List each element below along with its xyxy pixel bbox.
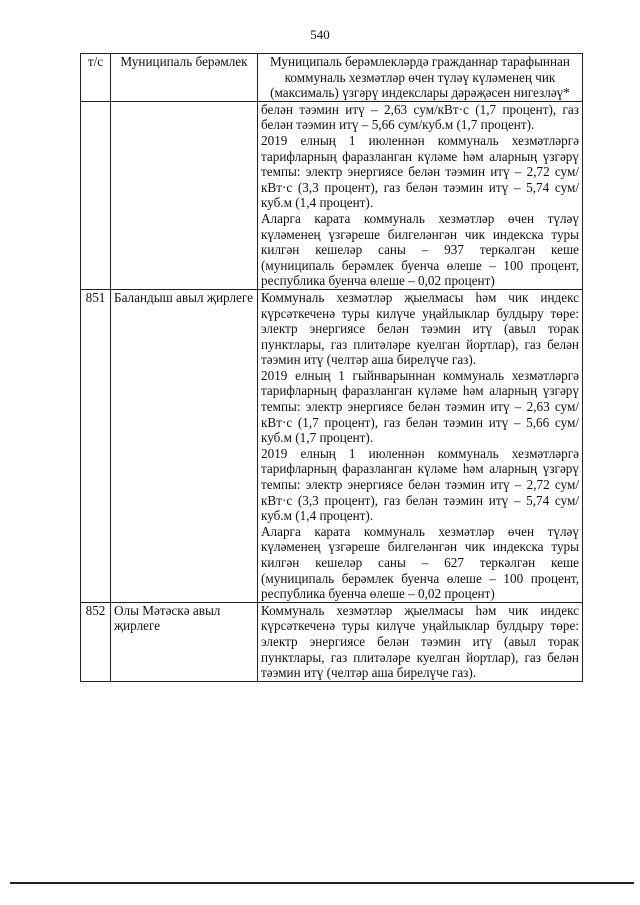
municipality-name: Олы Мәтәскә авыл җирлеге xyxy=(111,602,258,681)
basis-paragraph: 2019 елның 1 гыйнварыннан коммуналь хезмәтләргә тарифларның фаразланган күләме һәм аларның үзгәрү темпы: электр энергиясе белән тәэмин итү – 2,63 сум/кВт·с (1,7 процент), газ белән тәэмин итү – 5,66 сум/куб.м (1,7 процент). xyxy=(261,367,579,446)
table-body xyxy=(81,101,583,681)
basis-paragraph: Коммуналь хезмәтләр җыелмасы һәм чик индекс күрсәткеченә туры килүче уңайлыклар булдыру төре: электр энергиясе белән тәэмин итү (авыл торак пунктлары, газ плитәләре куелган йортлар), газ белән тәэмин итү (челтәр аша бирелүче газ). xyxy=(261,289,579,368)
table-header xyxy=(81,54,583,102)
row-number: 851 xyxy=(81,289,111,602)
basis-paragraph: 2019 елның 1 июленнән коммуналь хезмәтләргә тарифларның фаразланган күләме һәм аларның үзгәрү темпы: электр энергиясе белән тәэмин итү – 2,72 сум/кВт·с (3,3 процент), газ белән тәэмин итү – 5,74 сум/куб.м (1,4 процент). xyxy=(261,445,579,524)
municipality-name: Баландыш авыл җирлеге xyxy=(111,289,258,602)
basis-text xyxy=(258,289,583,602)
basis-text xyxy=(258,101,583,289)
bottom-rule xyxy=(10,882,634,884)
header-basis: Муниципаль берәмлекләрдә гражданнар тарафыннан коммуналь хезмәтләр өчен түләү күләменең чик (максималь) үзгәрү индекслары дәрәҗәсен нигезләү* xyxy=(258,54,583,102)
row-number: 852 xyxy=(81,602,111,681)
basis-paragraph: Аларга карата коммуналь хезмәтләр өчен түләү күләменең үзгәреше билгеләнгән чик индекска туры килгән кешеләр саны – 937 теркәлгән кеше (муниципаль берәмлек буенча өлеше – 100 процент, республика буенча өлеше – 0,02 процент) xyxy=(261,210,579,289)
row-number xyxy=(81,101,111,289)
basis-paragraph: Коммуналь хезмәтләр җыелмасы һәм чик индекс күрсәткеченә туры килүче уңайлыклар булдыру төре: электр энергиясе белән тәэмин итү (авыл торак пунктлары, газ плитәләре куелган йортлар), газ белән тәэмин итү (челтәр аша бирелүче газ). xyxy=(261,602,579,681)
header-municipality: Муниципаль берәмлек xyxy=(111,54,258,102)
header-row xyxy=(81,54,583,102)
header-number: т/с xyxy=(81,54,111,102)
basis-paragraph: Аларга карата коммуналь хезмәтләр өчен түләү күләменең үзгәреше билгеләнгән чик индекска туры килгән кешеләр саны – 627 теркәлгән кеше (муниципаль берәмлек буенча өлеше – 100 процент, республика буенча өлеше – 0,02 процент) xyxy=(261,523,579,602)
data-table xyxy=(80,53,583,682)
basis-paragraph: 2019 елның 1 июленнән коммуналь хезмәтләргә тарифларның фаразланган күләме һәм аларның үзгәрү темпы: электр энергиясе белән тәэмин итү – 2,72 сум/кВт·с (3,3 процент), газ белән тәэмин итү – 5,74 сум/куб.м (1,4 процент). xyxy=(261,132,579,211)
page-number: 540 xyxy=(310,27,330,42)
table-row xyxy=(81,289,583,602)
table-row xyxy=(81,602,583,681)
municipality-name xyxy=(111,101,258,289)
basis-text xyxy=(258,602,583,681)
table-row xyxy=(81,101,583,289)
basis-paragraph: белән тәэмин итү – 2,63 сум/кВт·с (1,7 процент), газ белән тәэмин итү – 5,66 сум/куб.м (1,7 процент). xyxy=(261,101,579,133)
